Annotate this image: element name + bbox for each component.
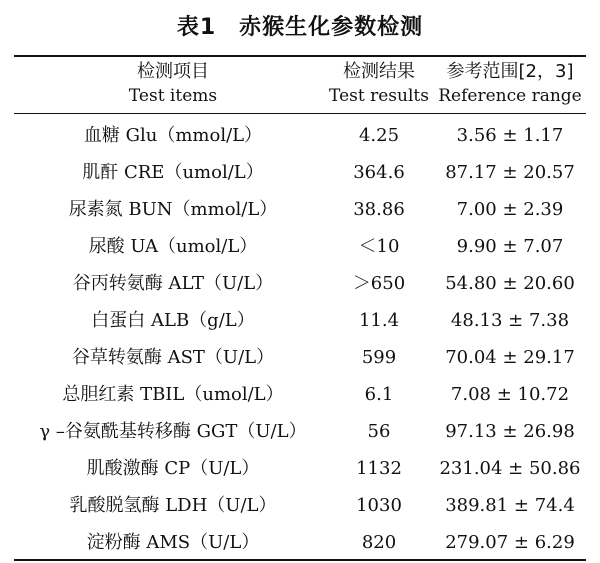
header-range-zh: 参考范围[2，3] [446,61,574,82]
cell-test-item: 谷草转氨酶 AST（U/L） [71,347,275,368]
cell-reference-range: 87.17 ± 20.57 [445,162,575,183]
cell-test-result: 38.86 [353,199,405,220]
header-result-en: Test results [329,86,429,106]
table-body [14,117,586,561]
cell-reference-range: 7.00 ± 2.39 [456,199,564,220]
cell-reference-range: 54.80 ± 20.60 [445,273,575,294]
cell-test-item: 肌酸激酶 CP（U/L） [86,458,260,479]
cell-reference-range: 70.04 ± 29.17 [445,347,575,368]
cell-test-item: γ –谷氨酰基转移酶 GGT（U/L） [39,421,307,442]
table-row [14,191,586,228]
table-title: 表1 赤猴生化参数检测 [176,15,424,40]
cell-test-result: 56 [367,421,391,442]
cell-test-result: 1132 [356,458,402,479]
cell-test-item: 白蛋白 ALB（g/L） [91,310,255,331]
bottom-rule [14,559,586,561]
cell-test-result: 6.1 [364,384,394,405]
cell-reference-range: 48.13 ± 7.38 [450,310,570,331]
cell-test-result: 4.25 [358,125,400,146]
top-rule [14,55,586,57]
header-item-zh: 检测项目 [137,61,209,82]
table-row [14,117,586,154]
table-row [14,524,586,561]
table-row [14,376,586,413]
cell-test-item: 尿酸 UA（umol/L） [88,236,258,257]
table-row [14,487,586,524]
table-row [14,413,586,450]
cell-test-result: ＞650 [352,273,406,294]
cell-test-item: 淀粉酶 AMS（U/L） [86,532,260,553]
header-rule [14,113,586,114]
table-row [14,228,586,265]
cell-reference-range: 3.56 ± 1.17 [456,125,564,146]
table-row [14,302,586,339]
cell-reference-range: 389.81 ± 74.4 [445,495,575,516]
header-item-en: Test items [128,86,218,106]
table-row [14,265,586,302]
cell-test-item: 谷丙转氨酶 ALT（U/L） [72,273,274,294]
cell-test-result: 599 [361,347,397,368]
cell-test-item: 总胆红素 TBIL（umol/L） [62,384,284,405]
cell-test-result: 364.6 [353,162,405,183]
header-reference-range [434,60,586,108]
cell-reference-range: 231.04 ± 50.86 [439,458,581,479]
header-test-results [320,60,438,108]
cell-reference-range: 279.07 ± 6.29 [445,532,575,553]
header-test-items [14,60,332,108]
table-row [14,450,586,487]
cell-test-item: 血糖 Glu（mmol/L） [83,125,263,146]
cell-test-result: ＜10 [358,236,400,257]
table-header [14,60,586,112]
cell-test-item: 尿素氮 BUN（mmol/L） [68,199,278,220]
table-row [14,154,586,191]
cell-reference-range: 9.90 ± 7.07 [456,236,564,257]
cell-reference-range: 7.08 ± 10.72 [450,384,570,405]
cell-reference-range: 97.13 ± 26.98 [445,421,575,442]
cell-test-result: 11.4 [358,310,400,331]
cell-test-item: 肌酐 CRE（umol/L） [82,162,264,183]
header-result-zh: 检测结果 [343,61,415,82]
table-row [14,339,586,376]
cell-test-result: 820 [361,532,397,553]
header-range-en: Reference range [438,86,582,106]
cell-test-item: 乳酸脱氢酶 LDH（U/L） [69,495,277,516]
cell-test-result: 1030 [356,495,402,516]
